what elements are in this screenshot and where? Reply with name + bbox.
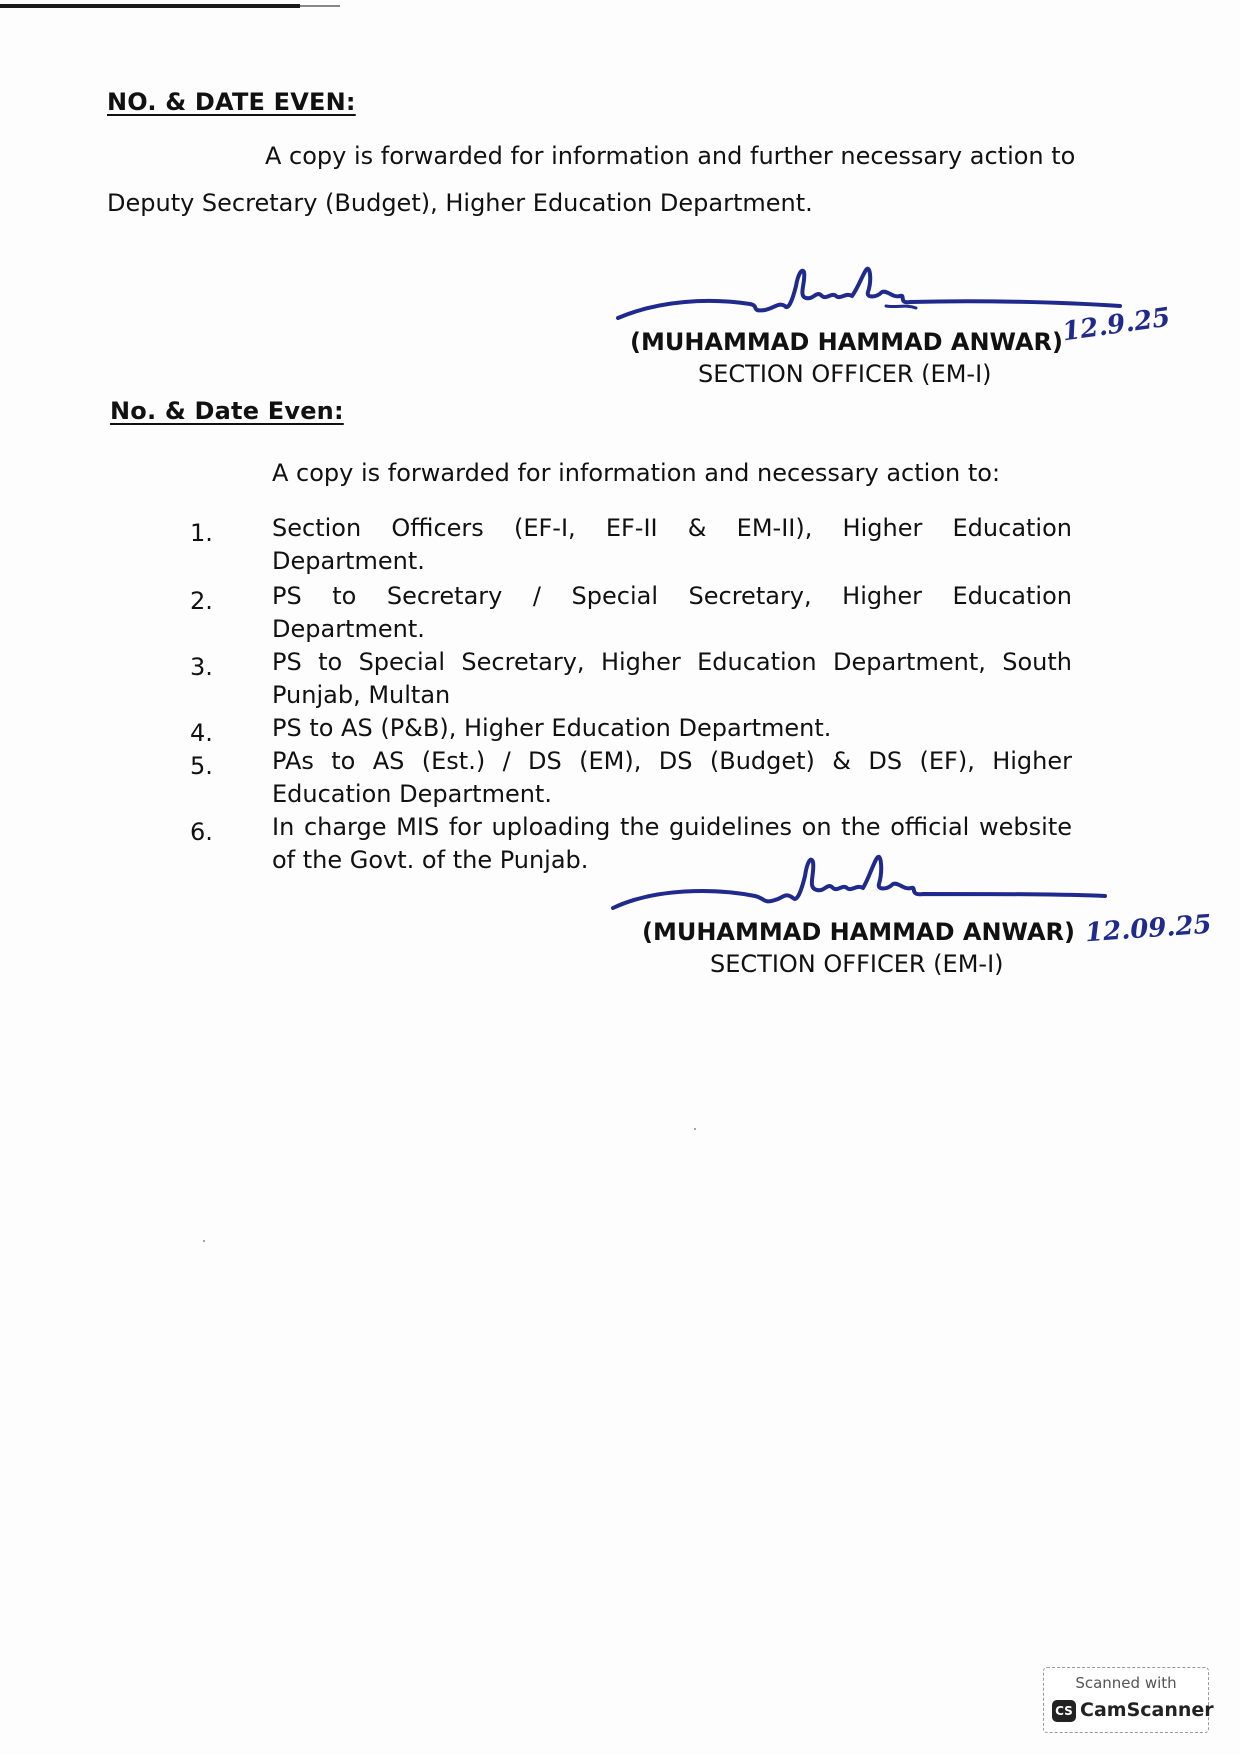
list-item-text: PAs to AS (Est.) / DS (EM), DS (Budget) & DS (EF), Higher Education Department. [272, 747, 1072, 808]
section1-handwritten-date: 12.9.25 [1060, 302, 1173, 348]
section2-intro: A copy is forwarded for information and necessary action to: [272, 459, 1001, 487]
list-item-text: Section Officers (EF-I, EF-II & EM-II), Higher Education Department. [272, 514, 1072, 575]
list-item-text: PS to Special Secretary, Higher Education Department, South Punjab, Multan [272, 648, 1072, 709]
list-item-number: 4. [190, 719, 213, 747]
camscanner-watermark [1043, 1667, 1214, 1733]
watermark-scanned-with: Scanned with [1075, 1674, 1177, 1692]
list-item-number: 5. [190, 752, 213, 780]
scan-speck [694, 1128, 696, 1130]
list-item-number: 1. [190, 519, 213, 547]
list-item-text: PS to Secretary / Special Secretary, Higher Education Department. [272, 582, 1072, 643]
list-item [190, 745, 1090, 811]
list-item-number: 6. [190, 818, 213, 846]
watermark-app-name: CamScanner [1080, 1699, 1214, 1721]
section2-heading: No. & Date Even: [110, 397, 344, 425]
section1-paragraph-line2: Deputy Secretary (Budget), Higher Education Department. [107, 189, 813, 217]
section1-signatory-designation: SECTION OFFICER (EM-I) [698, 360, 992, 388]
list-item-number: 3. [190, 653, 213, 681]
camscanner-logo-icon: CS [1052, 1700, 1076, 1722]
section2-signatory-designation: SECTION OFFICER (EM-I) [710, 950, 1004, 978]
list-item [190, 712, 1090, 745]
recipients-list [190, 512, 1090, 877]
list-item-text: In charge MIS for uploading the guidelines on the official website of the Govt. of the Punjab. [272, 813, 1072, 874]
list-item [190, 512, 1090, 578]
section1-signatory-name: (MUHAMMAD HAMMAD ANWAR) [630, 328, 1063, 356]
list-item-text: PS to AS (P&B), Higher Education Department. [272, 714, 832, 742]
section2-signatory-name: (MUHAMMAD HAMMAD ANWAR) [642, 918, 1075, 946]
list-item-number: 2. [190, 587, 213, 615]
scan-speck [203, 1240, 205, 1242]
section1-paragraph-line1: A copy is forwarded for information and further necessary action to [265, 142, 1076, 170]
scan-edge-line-fade [300, 5, 340, 7]
section2-handwritten-date: 12.09.25 [1084, 909, 1213, 949]
section2-signature-block [605, 852, 1213, 992]
list-item [190, 646, 1090, 712]
section1-signature-block [600, 262, 1200, 402]
scan-edge-line [0, 4, 300, 8]
section1-heading: NO. & DATE EVEN: [107, 88, 356, 116]
list-item [190, 580, 1090, 646]
